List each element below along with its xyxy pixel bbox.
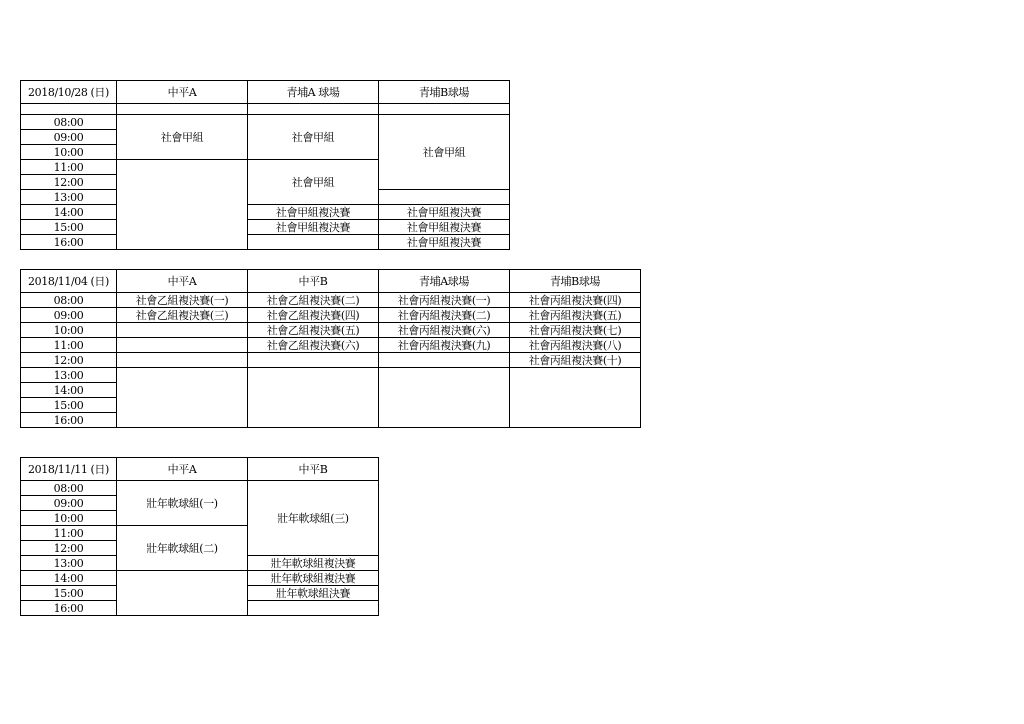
game-cell: 壯年軟球組複決賽: [248, 571, 379, 586]
venue-header: 中平B: [248, 458, 379, 481]
schedule-table-20181111: [20, 457, 379, 616]
venue-header: 青埔A球場: [379, 270, 510, 293]
venue-header: 青埔A 球場: [248, 81, 379, 104]
empty-cell: [248, 235, 379, 250]
empty-cell: [379, 368, 510, 428]
time-cell: 15:00: [21, 220, 117, 235]
game-cell: 社會丙組複決賽(一): [379, 293, 510, 308]
time-row: [21, 571, 379, 586]
venue-header: 青埔B球場: [510, 270, 641, 293]
game-cell: 社會丙組複決賽(七): [510, 323, 641, 338]
game-cell: 社會乙組複決賽(五): [248, 323, 379, 338]
empty-cell: [248, 601, 379, 616]
game-cell: 社會乙組複決賽(四): [248, 308, 379, 323]
time-row: [21, 338, 641, 353]
venue-header: 中平A: [117, 81, 248, 104]
game-cell: 壯年軟球組(三): [248, 481, 379, 556]
time-cell: 13:00: [21, 556, 117, 571]
time-cell: 11:00: [21, 338, 117, 353]
game-cell: 社會甲組複決賽: [379, 235, 510, 250]
game-cell: 社會丙組複決賽(六): [379, 323, 510, 338]
schedule-table-20181028: [20, 80, 510, 250]
time-row: [21, 481, 379, 496]
time-cell: 08:00: [21, 293, 117, 308]
game-cell: 社會甲組: [379, 115, 510, 190]
schedule-table-20181104: [20, 269, 641, 428]
empty-cell: [117, 323, 248, 338]
time-row: [21, 368, 641, 383]
time-row: [21, 220, 510, 235]
date-header: 2018/11/04 (日): [21, 270, 117, 293]
game-cell: 社會丙組複決賽(十): [510, 353, 641, 368]
time-cell: 15:00: [21, 586, 117, 601]
time-cell: 16:00: [21, 235, 117, 250]
time-cell: 10:00: [21, 511, 117, 526]
time-row: [21, 323, 641, 338]
empty-cell: [117, 368, 248, 428]
time-cell: 10:00: [21, 323, 117, 338]
time-cell: 16:00: [21, 601, 117, 616]
game-cell: 壯年軟球組(一): [117, 481, 248, 526]
game-cell: 壯年軟球組複決賽: [248, 556, 379, 571]
header-row: [21, 81, 510, 104]
empty-cell: [248, 353, 379, 368]
time-cell: 13:00: [21, 190, 117, 205]
game-cell: 社會丙組複決賽(二): [379, 308, 510, 323]
header-row: [21, 458, 379, 481]
game-cell: 社會乙組複決賽(二): [248, 293, 379, 308]
game-cell: 社會丙組複決賽(四): [510, 293, 641, 308]
game-cell: 社會丙組複決賽(五): [510, 308, 641, 323]
time-cell: 12:00: [21, 353, 117, 368]
time-cell: 14:00: [21, 383, 117, 398]
time-row: [21, 293, 641, 308]
time-cell: 16:00: [21, 413, 117, 428]
time-row: [21, 205, 510, 220]
empty-cell: [117, 571, 248, 616]
venue-header: 中平A: [117, 458, 248, 481]
venue-header: 中平A: [117, 270, 248, 293]
empty-cell: [510, 368, 641, 428]
empty-cell: [117, 338, 248, 353]
game-cell: 社會甲組複決賽: [379, 205, 510, 220]
time-cell: 13:00: [21, 368, 117, 383]
game-cell: 社會丙組複決賽(九): [379, 338, 510, 353]
game-cell: 社會甲組複決賽: [379, 220, 510, 235]
time-cell: 09:00: [21, 308, 117, 323]
time-cell: 09:00: [21, 130, 117, 145]
time-cell: 10:00: [21, 145, 117, 160]
time-cell: 12:00: [21, 541, 117, 556]
game-cell: 社會甲組: [117, 115, 248, 160]
game-cell: 社會乙組複決賽(六): [248, 338, 379, 353]
game-cell: 社會甲組: [248, 115, 379, 160]
game-cell: 社會甲組複決賽: [248, 220, 379, 235]
time-cell: 14:00: [21, 571, 117, 586]
time-row: [21, 235, 510, 250]
game-cell: 社會乙組複決賽(一): [117, 293, 248, 308]
date-header: 2018/10/28 (日): [21, 81, 117, 104]
empty-cell: [379, 353, 510, 368]
time-row: [21, 353, 641, 368]
time-cell: 11:00: [21, 526, 117, 541]
game-cell: 社會甲組複決賽: [248, 205, 379, 220]
time-cell: 12:00: [21, 175, 117, 190]
game-cell: 社會甲組: [248, 160, 379, 205]
header-row: [21, 270, 641, 293]
date-header: 2018/11/11 (日): [21, 458, 117, 481]
venue-header: 青埔B球場: [379, 81, 510, 104]
time-row: [21, 115, 510, 130]
game-cell: 社會丙組複決賽(八): [510, 338, 641, 353]
game-cell: 社會乙組複決賽(三): [117, 308, 248, 323]
time-cell: 08:00: [21, 115, 117, 130]
empty-cell: [379, 190, 510, 205]
time-cell: 09:00: [21, 496, 117, 511]
venue-header: 中平B: [248, 270, 379, 293]
empty-cell: [117, 353, 248, 368]
time-cell: 08:00: [21, 481, 117, 496]
empty-cell: [117, 160, 248, 250]
spacer-row: [21, 104, 510, 115]
time-cell: 15:00: [21, 398, 117, 413]
time-cell: 14:00: [21, 205, 117, 220]
time-cell: 11:00: [21, 160, 117, 175]
game-cell: 壯年軟球組(二): [117, 526, 248, 571]
empty-cell: [248, 368, 379, 428]
game-cell: 壯年軟球組決賽: [248, 586, 379, 601]
time-row: [21, 308, 641, 323]
